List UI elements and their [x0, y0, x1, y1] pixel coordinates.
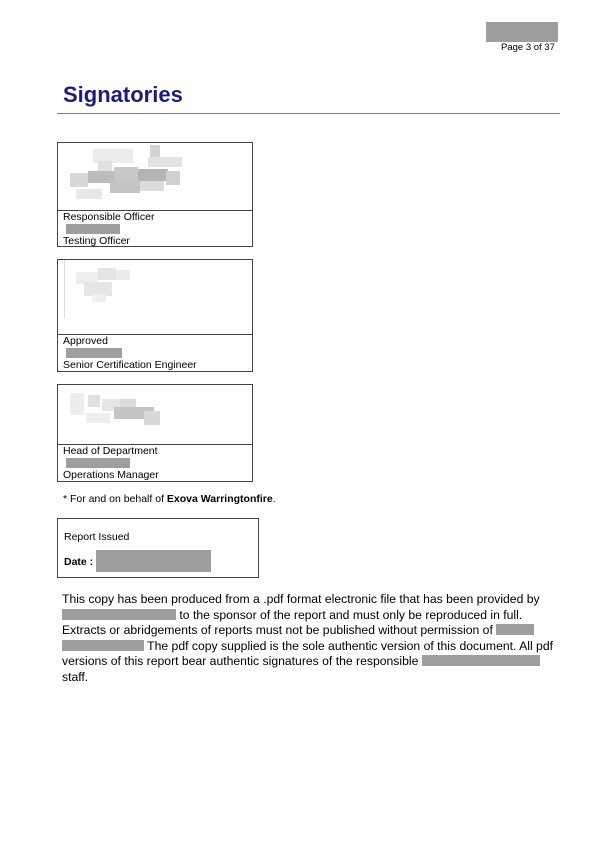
signature-image: [58, 385, 252, 445]
notice-line: staff.: [62, 669, 89, 684]
signatory-box-head-of-department: [57, 384, 253, 482]
behalf-prefix: * For and on behalf of: [63, 493, 167, 505]
signatory-role: Responsible Officer: [63, 211, 155, 223]
date-label: Date :: [64, 556, 94, 568]
page-title: Signatories: [63, 82, 183, 107]
signatory-box-approved: [57, 259, 253, 372]
title-divider: [57, 113, 560, 114]
redacted-name: [63, 347, 247, 359]
report-issued-box: [57, 518, 259, 578]
signature-image: [58, 260, 252, 335]
redacted-date: [96, 550, 211, 572]
on-behalf-note: [63, 493, 276, 505]
notice-line: Extracts or abridgements of reports must not be published without permission of: [62, 623, 493, 637]
page-number: Page 3 of 37: [501, 42, 555, 53]
company-name: Exova Warringtonfire: [166, 493, 273, 505]
redacted-name: [63, 457, 247, 469]
signatory-position: Operations Manager: [63, 469, 159, 481]
signature-image: [58, 143, 252, 211]
notice-line: to the sponsor of the report and must only be reproduced in full.: [179, 607, 523, 622]
signatory-role: Head of Department: [63, 445, 158, 457]
notice-line: This copy has been produced from a .pdf format electronic file that has been provided by: [62, 592, 540, 606]
notice-line: The pdf copy supplied is the sole authentic version of this document. All pdf: [147, 638, 553, 653]
report-issued-label: Report Issued: [64, 531, 130, 543]
redacted-name: [63, 223, 247, 235]
signatory-role: Approved: [63, 335, 108, 347]
copy-notice: [62, 592, 560, 685]
redacted-text: [496, 624, 534, 635]
signatory-position: Testing Officer: [63, 235, 130, 247]
signatory-position: Senior Certification Engineer: [63, 359, 197, 371]
redacted-text: [62, 609, 176, 620]
redacted-header-block: [486, 22, 558, 42]
notice-line: versions of this report bear authentic signatures of the responsible: [62, 654, 419, 668]
redacted-text: [422, 655, 540, 666]
behalf-suffix: .: [272, 493, 276, 505]
redacted-text: [62, 640, 144, 651]
signatory-box-responsible-officer: [57, 142, 253, 247]
